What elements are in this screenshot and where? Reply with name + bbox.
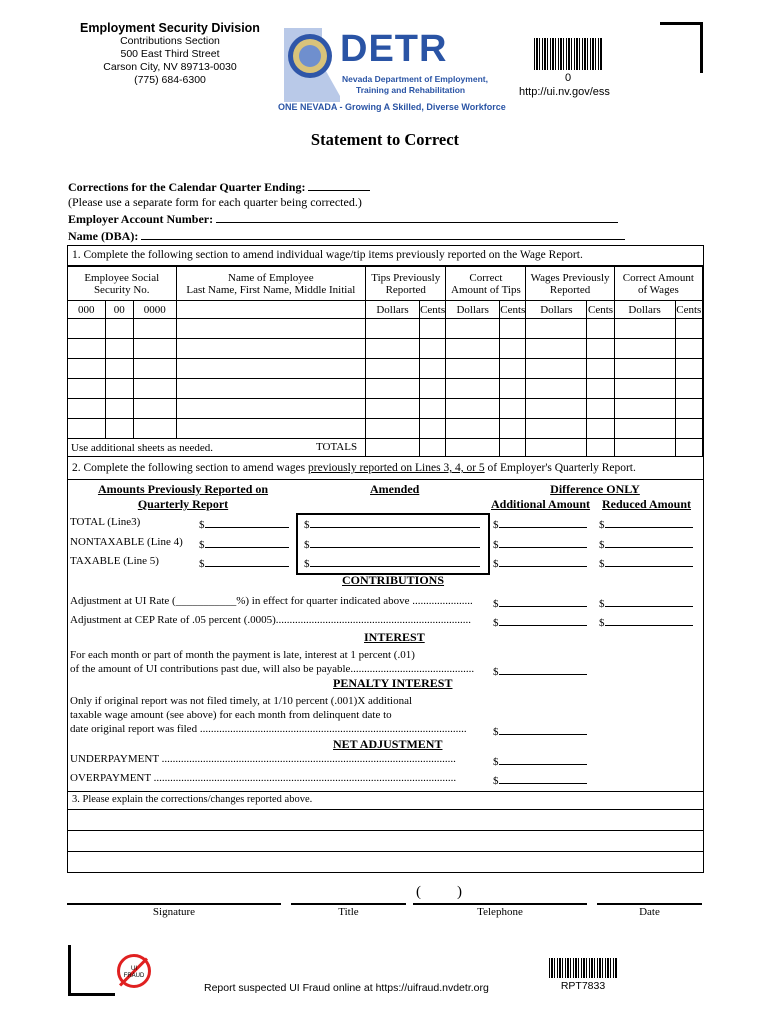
bottom-barcode <box>549 958 617 978</box>
col-tips-line2: Reported <box>385 283 426 296</box>
col-correct-wages <box>614 267 702 301</box>
dollar-sign: $ <box>493 598 499 610</box>
col-additional-amount: Additional Amount <box>491 497 591 511</box>
ssn-part-2[interactable]: 00 <box>105 301 133 319</box>
col-prev-line1: Amounts Previously Reported on <box>97 482 269 496</box>
address-line-2: 500 East Third Street <box>120 48 220 60</box>
nontaxable-additional-field[interactable] <box>493 536 587 551</box>
total-cell[interactable] <box>587 439 614 457</box>
interest-text-1: For each month or part of month the payment is late, interest at 1 percent (.01) <box>70 649 415 661</box>
section1-heading: 1. Complete the following section to amend individual wage/tip items previously reported on the Wage Report. <box>72 249 583 261</box>
total-cell[interactable] <box>500 439 526 457</box>
logo-subtitle-1: Nevada Department of Employment, <box>342 74 488 84</box>
table-row[interactable] <box>68 399 703 419</box>
account-field[interactable] <box>216 210 618 223</box>
section2-heading <box>72 462 636 474</box>
row-nontaxable-label: NONTAXABLE (Line 4) <box>70 536 183 548</box>
total-cell[interactable] <box>526 439 587 457</box>
row-taxable-label: TAXABLE (Line 5) <box>70 555 159 567</box>
telephone-field[interactable] <box>413 903 587 905</box>
ssn-part-3[interactable]: 0000 <box>133 301 176 319</box>
col-employee-name <box>176 267 366 301</box>
total-amended-field[interactable] <box>304 516 480 531</box>
table-row[interactable] <box>68 339 703 359</box>
top-barcode <box>534 38 602 70</box>
explanation-line-2[interactable] <box>67 830 703 851</box>
table-row[interactable] <box>68 419 703 439</box>
telephone-label: Telephone <box>477 906 523 918</box>
section2-heading-post: of Employer's Quarterly Report. <box>484 462 636 474</box>
cents-label: Cents <box>675 301 702 319</box>
agency-phone: (775) 684-6300 <box>134 74 206 86</box>
nontaxable-reduced-field[interactable] <box>599 536 693 551</box>
dollar-sign: $ <box>304 519 310 531</box>
col-wages-line2: Reported <box>549 283 591 296</box>
overpayment-label: OVERPAYMENT .............................................................................................................. <box>70 772 457 784</box>
dollar-sign: $ <box>599 539 605 551</box>
additional-sheets-note: Use additional sheets as needed. <box>71 441 214 454</box>
page-title: Statement to Correct <box>310 130 460 149</box>
totals-row <box>68 439 703 457</box>
col-ssn <box>68 267 177 301</box>
fraud-badge-text: UI FRAUD <box>123 966 145 979</box>
address-line-1: Contributions Section <box>120 35 220 47</box>
agency-address-block <box>70 22 270 87</box>
col-correct-tips-line1: Correct <box>469 271 503 284</box>
taxable-additional-field[interactable] <box>493 555 587 570</box>
dollar-sign: $ <box>599 617 605 629</box>
table-row <box>68 301 703 319</box>
paren-open: ( <box>416 884 421 900</box>
cents-label: Cents <box>500 301 526 319</box>
detr-logo <box>278 24 512 119</box>
dollars-label: Dollars <box>446 301 500 319</box>
section2-heading-underlined: previously reported on Lines 3, 4, or 5 <box>308 462 485 474</box>
ssn-part-1[interactable]: 000 <box>68 301 106 319</box>
adj-cep-additional-field[interactable] <box>493 614 587 629</box>
dollar-sign: $ <box>493 666 499 678</box>
adj-ui-additional-field[interactable] <box>493 595 587 610</box>
col-previously-reported <box>78 482 288 512</box>
section2-divider <box>67 479 703 480</box>
col-correct-wages-line2: of Wages <box>637 283 679 296</box>
date-label: Date <box>639 906 660 918</box>
table-row[interactable] <box>68 359 703 379</box>
underpayment-label: UNDERPAYMENT ........................................................................................................... <box>70 753 456 765</box>
dollar-sign: $ <box>493 756 499 768</box>
dollar-sign: $ <box>304 558 310 570</box>
quarter-label: Corrections for the Calendar Quarter Ending: <box>68 180 306 194</box>
penalty-amount-field[interactable] <box>493 723 587 738</box>
fraud-report-text[interactable]: Report suspected UI Fraud online at https://uifraud.nvdetr.org <box>204 982 489 994</box>
col-reduced-amount: Reduced Amount <box>602 497 692 511</box>
logo-text: DETR <box>340 28 448 70</box>
nevada-seal-icon <box>282 24 342 104</box>
dollar-sign: $ <box>599 558 605 570</box>
interest-heading: INTEREST <box>364 630 425 644</box>
col-tips-line1: Tips Previously <box>371 271 441 284</box>
address-line-3: Carson City, NV 89713-0030 <box>103 61 237 73</box>
col-tips-reported <box>366 267 446 301</box>
dollar-sign: $ <box>199 519 205 531</box>
dollar-sign: $ <box>599 598 605 610</box>
dollars-label: Dollars <box>614 301 675 319</box>
taxable-previous-field[interactable] <box>199 555 289 570</box>
col-amended: Amended <box>370 482 420 496</box>
quarter-field[interactable] <box>308 178 370 191</box>
totals-label: TOTALS <box>316 441 358 453</box>
contributions-heading: CONTRIBUTIONS <box>342 573 445 587</box>
table-header-row <box>68 267 703 301</box>
col-correct-wages-line1: Correct Amount <box>622 271 694 284</box>
title-label: Title <box>338 906 359 918</box>
employee-name-cell[interactable] <box>176 301 366 319</box>
division-name: Employment Security Division <box>80 21 260 35</box>
col-difference-only: Difference ONLY <box>550 482 640 496</box>
nontaxable-amended-field[interactable] <box>304 536 480 551</box>
wage-correction-table <box>67 266 703 457</box>
overpayment-field[interactable] <box>493 772 587 787</box>
col-correct-tips-line2: Amount of Tips <box>451 283 521 296</box>
total-cell[interactable] <box>675 439 702 457</box>
interest-amount-field[interactable] <box>493 663 587 678</box>
logo-subtitle-2: Training and Rehabilitation <box>356 85 466 95</box>
totals-label-cell <box>68 439 366 457</box>
total-previous-field[interactable] <box>199 516 289 531</box>
col-wages-line1: Wages Previously <box>530 271 610 284</box>
ess-url[interactable]: http://ui.nv.gov/ess <box>519 86 610 98</box>
penalty-text-3: date original report was filed ................................................................................................. <box>70 723 467 735</box>
dollar-sign: $ <box>493 519 499 531</box>
dollar-sign: $ <box>493 617 499 629</box>
dollars-label: Dollars <box>366 301 420 319</box>
corner-mark-bottom-left <box>68 945 115 996</box>
total-reduced-field[interactable] <box>599 516 693 531</box>
total-cell[interactable] <box>614 439 675 457</box>
interest-text-2: of the amount of UI contributions past due, will also be payable............................................. <box>70 663 475 675</box>
dollar-sign: $ <box>304 539 310 551</box>
dollar-sign: $ <box>493 775 499 787</box>
adj-ui-reduced-field[interactable] <box>599 595 693 610</box>
barcode-number: 0 <box>564 72 572 84</box>
account-label: Employer Account Number: <box>68 212 214 226</box>
logo-slogan: ONE NEVADA - Growing A Skilled, Diverse Workforce <box>278 102 506 112</box>
adj-cep-rate-label: Adjustment at CEP Rate of .05 percent (.0005)....................................................................... <box>70 614 472 626</box>
col-prev-line2: Quarterly Report <box>137 497 229 511</box>
section3-divider <box>67 791 703 792</box>
dollar-sign: $ <box>599 519 605 531</box>
col-ssn-line2: Security No. <box>93 283 150 296</box>
dollar-sign: $ <box>199 539 205 551</box>
signature-label: Signature <box>152 906 196 918</box>
col-ssn-line1: Employee Social <box>84 271 160 284</box>
dollars-label: Dollars <box>526 301 587 319</box>
taxable-reduced-field[interactable] <box>599 555 693 570</box>
dollar-sign: $ <box>199 558 205 570</box>
section3-heading: 3. Please explain the corrections/changes reported above. <box>72 794 313 805</box>
col-name-line2: Last Name, First Name, Middle Initial <box>186 283 356 296</box>
row-total-label: TOTAL (Line3) <box>70 516 141 528</box>
signature-field[interactable] <box>67 903 281 905</box>
col-correct-tips <box>446 267 526 301</box>
table-row[interactable] <box>68 379 703 399</box>
separate-form-note: (Please use a separate form for each quarter being corrected.) <box>68 195 362 209</box>
dba-field[interactable] <box>141 227 625 240</box>
net-adjustment-heading: NET ADJUSTMENT <box>333 737 443 751</box>
form-code: RPT7833 <box>560 980 606 992</box>
paren-close: ) <box>457 884 462 900</box>
explanation-line-1[interactable] <box>67 809 703 830</box>
adj-cep-reduced-field[interactable] <box>599 614 693 629</box>
title-field[interactable] <box>291 903 406 905</box>
no-fraud-icon <box>117 954 151 988</box>
total-cell[interactable] <box>446 439 500 457</box>
col-wages-reported <box>526 267 614 301</box>
dollar-sign: $ <box>493 539 499 551</box>
total-additional-field[interactable] <box>493 516 587 531</box>
underpayment-field[interactable] <box>493 753 587 768</box>
corner-mark-top-right <box>660 22 703 73</box>
section2-heading-pre: 2. Complete the following section to amend wages <box>72 462 309 474</box>
dba-label: Name (DBA): <box>68 229 139 243</box>
penalty-heading: PENALTY INTEREST <box>333 676 453 690</box>
adj-ui-rate-label: Adjustment at UI Rate (___________%) in effect for quarter indicated above ...................... <box>70 595 473 607</box>
table-row[interactable] <box>68 319 703 339</box>
taxable-amended-field[interactable] <box>304 555 480 570</box>
dollar-sign: $ <box>493 726 499 738</box>
col-name-line1: Name of Employee <box>228 271 314 284</box>
intro-block <box>68 178 708 244</box>
dollar-sign: $ <box>493 558 499 570</box>
total-cell[interactable] <box>419 439 445 457</box>
penalty-text-2: taxable wage amount (see above) for each month from delinquent date to <box>70 709 392 721</box>
penalty-text-1: Only if original report was not filed timely, at 1/10 percent (.001)X additional <box>70 695 413 707</box>
explanation-line-3[interactable] <box>67 851 703 872</box>
nontaxable-previous-field[interactable] <box>199 536 289 551</box>
total-cell[interactable] <box>366 439 420 457</box>
cents-label: Cents <box>587 301 614 319</box>
date-field[interactable] <box>597 903 702 905</box>
cents-label: Cents <box>419 301 445 319</box>
